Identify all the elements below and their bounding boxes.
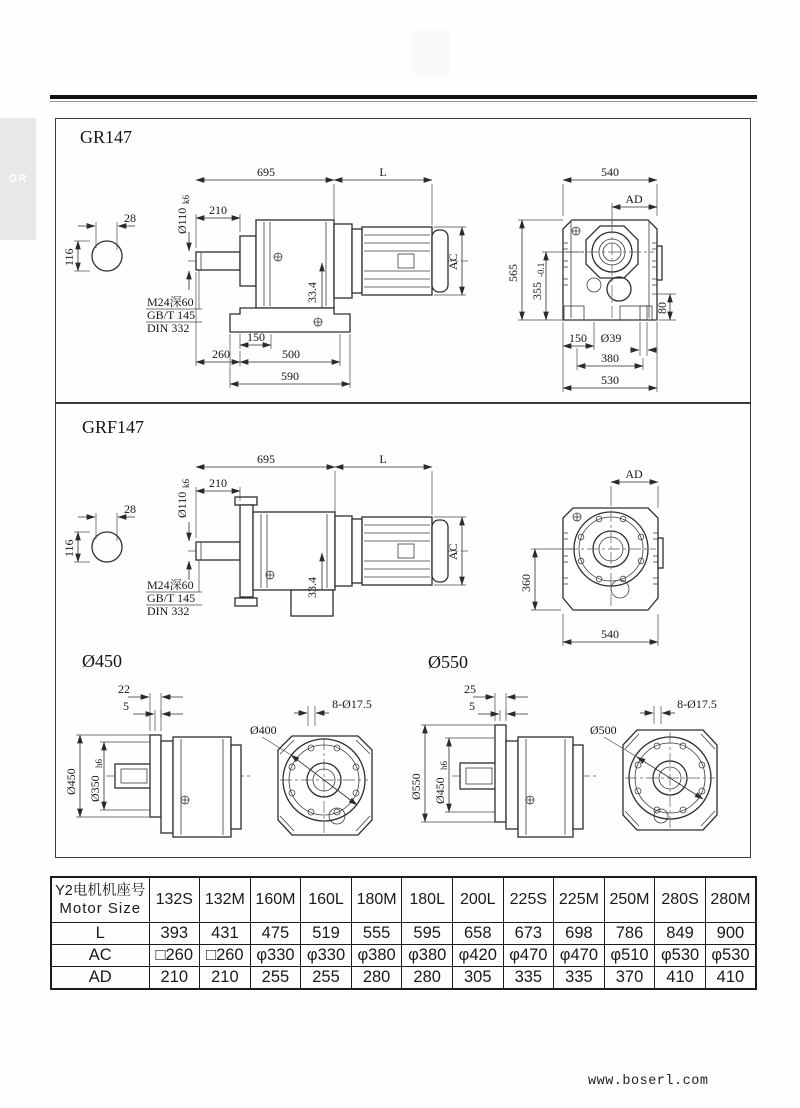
dim-label: 8-Ø17.5	[677, 697, 717, 711]
table-cell: 658	[452, 923, 503, 945]
table-cell: 786	[604, 923, 655, 945]
dim-label: 590	[281, 369, 299, 383]
table-cell: φ330	[250, 945, 301, 967]
table-cell: 210	[149, 967, 200, 990]
table-cell: φ380	[402, 945, 453, 967]
dim-label: 565	[506, 264, 520, 282]
column-header: 160L	[301, 877, 352, 923]
section-title: GR147	[80, 127, 133, 147]
motor-size-table	[50, 876, 757, 990]
dim-tolerance: k6	[181, 195, 191, 204]
table-cell: 370	[604, 967, 655, 990]
dim-label: 116	[62, 248, 76, 266]
table-cell: 335	[554, 967, 605, 990]
standard-note: GB/T 145	[147, 308, 196, 322]
dim-label: AC	[446, 253, 460, 270]
column-header: 160M	[250, 877, 301, 923]
table-cell: 673	[503, 923, 554, 945]
dim-label: L	[379, 452, 387, 466]
table-cell: 280	[402, 967, 453, 990]
dim-label: 33.4	[305, 282, 319, 303]
tab-label: GR	[8, 173, 28, 185]
dim-label: Ø450	[433, 777, 447, 804]
table-cell: φ510	[604, 945, 655, 967]
table-cell: φ470	[554, 945, 605, 967]
table-cell: □260	[149, 945, 200, 967]
table-cell: φ380	[351, 945, 402, 967]
dim-label: 210	[209, 476, 227, 490]
table-cell: 305	[452, 967, 503, 990]
dim-label: 355	[530, 282, 544, 300]
column-header: 280M	[705, 877, 756, 923]
table-cell: 431	[200, 923, 251, 945]
section-title: Ø450	[82, 651, 122, 671]
table-cell: φ420	[452, 945, 503, 967]
table-cell: □260	[200, 945, 251, 967]
dim-label: 22	[118, 682, 130, 696]
dim-label: 25	[464, 682, 476, 696]
table-cell: 410	[705, 967, 756, 990]
table-cell: 595	[402, 923, 453, 945]
dim-label: 540	[601, 165, 619, 179]
table-cell: 555	[351, 923, 402, 945]
table-body	[51, 923, 756, 990]
header-cn: Y2电机机座号	[55, 882, 146, 899]
dim-label: AD	[625, 192, 643, 206]
shaft-section-circle	[92, 241, 122, 271]
standard-note: DIN 332	[147, 604, 190, 618]
dim-label: 210	[209, 203, 227, 217]
section-title: Ø550	[428, 652, 468, 672]
header-en: Motor Size	[59, 899, 142, 917]
table-row	[51, 923, 756, 945]
dim-label: 380	[601, 351, 619, 365]
dim-label: 5	[469, 699, 475, 713]
table-cell: φ530	[655, 945, 706, 967]
standard-note: DIN 332	[147, 321, 190, 335]
dim-label: 360	[519, 574, 533, 592]
dim-label: 540	[601, 627, 619, 641]
dim-tolerance: h6	[94, 759, 104, 768]
website-url: www.boserl.com	[588, 1074, 709, 1089]
dim-label: 500	[282, 347, 300, 361]
dim-label: Ø500	[590, 723, 617, 737]
column-header: 280S	[655, 877, 706, 923]
dim-label: 150	[569, 331, 587, 345]
dim-label: Ø39	[600, 331, 622, 345]
gr147-drawing	[62, 127, 676, 392]
section-title: GRF147	[82, 417, 145, 437]
dim-label: 530	[601, 373, 619, 387]
dim-label: 150	[247, 330, 265, 344]
table-cell: φ330	[301, 945, 352, 967]
dim-label: 33.4	[305, 577, 319, 598]
table-header-row	[51, 877, 756, 923]
column-header: 225M	[554, 877, 605, 923]
standard-note: GB/T 145	[147, 591, 196, 605]
table-cell: φ530	[705, 945, 756, 967]
dim-tolerance: k6	[181, 479, 191, 488]
grf147-drawing	[62, 417, 663, 646]
dim-label: AD	[625, 467, 643, 481]
dim-label: 8-Ø17.5	[332, 697, 372, 711]
table-header-cell	[51, 877, 149, 923]
dim-label: Ø450	[64, 768, 78, 795]
table-cell: 280	[351, 967, 402, 990]
column-header: 132S	[149, 877, 200, 923]
table-cell: 335	[503, 967, 554, 990]
dim-label: 695	[257, 165, 275, 179]
table-cell: 519	[301, 923, 352, 945]
dim-label: 28	[124, 211, 136, 225]
tap-note: M24深60	[147, 578, 194, 592]
dim-label: Ø110	[175, 207, 189, 234]
column-header: 180L	[402, 877, 453, 923]
table-cell: 475	[250, 923, 301, 945]
dim-tolerance: h6	[439, 761, 449, 770]
dim-label: 28	[124, 502, 136, 516]
column-header: 225S	[503, 877, 554, 923]
column-header: 180M	[351, 877, 402, 923]
column-header: 250M	[604, 877, 655, 923]
dim-tolerance: -0.1	[536, 262, 546, 277]
table-row	[51, 945, 756, 967]
dim-label: 260	[212, 347, 230, 361]
table-cell: 900	[705, 923, 756, 945]
row-label: AD	[51, 967, 149, 990]
tap-note: M24深60	[147, 295, 194, 309]
dim-label: 5	[123, 699, 129, 713]
table-cell: 210	[200, 967, 251, 990]
dim-label: Ø350	[88, 775, 102, 802]
column-header: 132M	[200, 877, 251, 923]
table-cell: 393	[149, 923, 200, 945]
row-label: AC	[51, 945, 149, 967]
flange550-drawing	[409, 652, 717, 837]
dim-label: L	[379, 165, 387, 179]
table-cell: 255	[301, 967, 352, 990]
dim-label: Ø400	[250, 723, 277, 737]
table-cell: 698	[554, 923, 605, 945]
table-row	[51, 967, 756, 990]
table-cell: φ470	[503, 945, 554, 967]
shaft-section-circle	[92, 532, 122, 562]
dim-label: 695	[257, 452, 275, 466]
dim-label: Ø110	[175, 491, 189, 518]
dim-label: 80	[655, 302, 669, 314]
table-cell: 410	[655, 967, 706, 990]
flange450-drawing	[64, 651, 372, 837]
table-cell: 255	[250, 967, 301, 990]
row-label: L	[51, 923, 149, 945]
dim-label: AC	[446, 543, 460, 560]
dim-label: Ø550	[409, 773, 423, 800]
column-header: 200L	[452, 877, 503, 923]
dim-label: 116	[62, 539, 76, 557]
table-cell: 849	[655, 923, 706, 945]
